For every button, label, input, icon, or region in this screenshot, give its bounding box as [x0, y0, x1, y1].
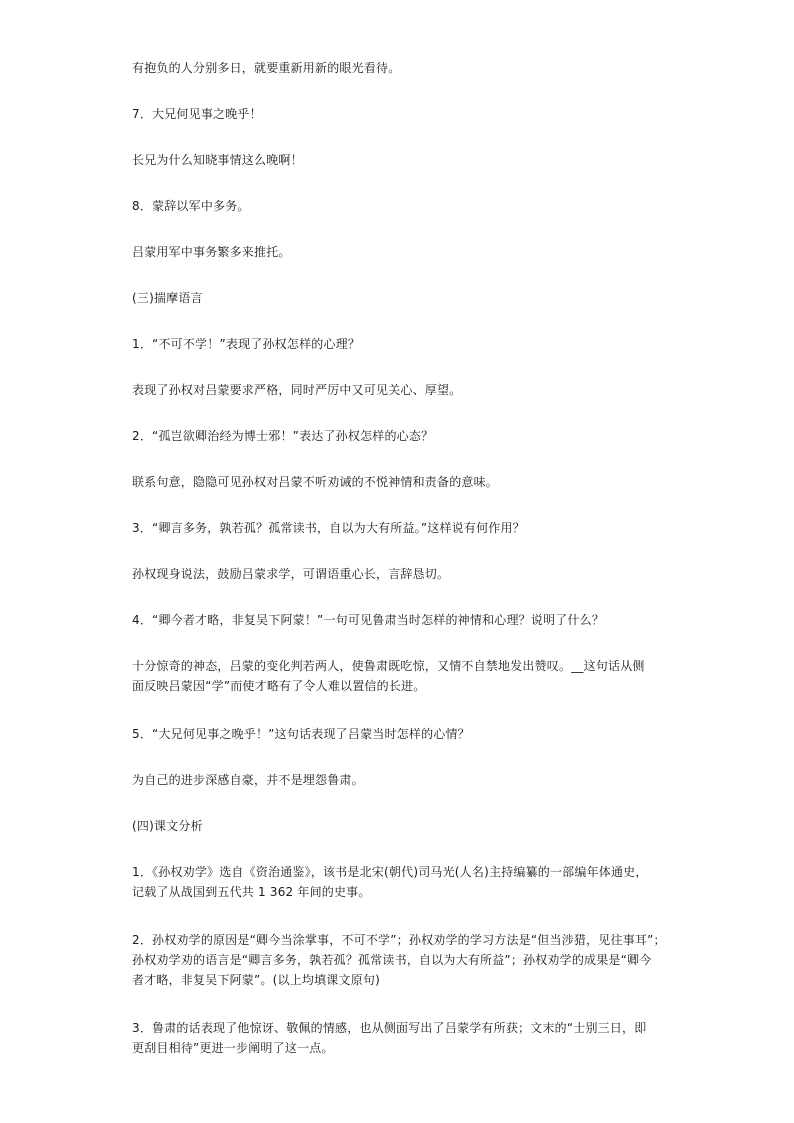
analysis-1 — [132, 862, 672, 902]
text-line: (四)课文分析 — [132, 819, 203, 833]
text-line: 2．孙权劝学的原因是“卿今当涂掌事，不可不学”；孙权劝学的学习方法是“但当涉猎，见往事耳”； — [132, 933, 666, 947]
text-line: 3．鲁肃的话表现了他惊讶、敬佩的情感，也从侧面写出了吕蒙学有所获；文末的“士别三日，即 — [132, 1021, 647, 1035]
answer-5 — [132, 770, 672, 790]
answer-2 — [132, 472, 672, 492]
section-heading-language — [132, 288, 672, 308]
text-line: 7．大兄何见事之晚乎！ — [132, 107, 262, 121]
question-3 — [132, 518, 672, 538]
paragraph-translation-8 — [132, 242, 672, 262]
analysis-2 — [132, 930, 672, 990]
text-line: 面反映吕蒙因“学”而使才略有了令人难以置信的长进。 — [132, 679, 426, 693]
question-5 — [132, 724, 672, 744]
text-line: 有抱负的人分别多日，就要重新用新的眼光看待。 — [132, 61, 401, 75]
text-line: 为自己的进步深感自豪，并不是埋怨鲁肃。 — [132, 773, 364, 787]
text-line: 吕蒙用军中事务繁多来推托。 — [132, 245, 291, 259]
text-line: 1．《孙权劝学》选自《资治通鉴》，该书是北宋(朝代)司马光(人名)主持编纂的一部编年体通史， — [132, 865, 648, 879]
question-2 — [132, 426, 672, 446]
text-line: 4．“卿今者才略，非复吴下阿蒙！”一句可见鲁肃当时怎样的神情和心理？说明了什么？ — [132, 613, 605, 627]
text-line: (三)揣摩语言 — [132, 291, 203, 305]
text-line: 3．“卿言多务，孰若孤？孤常读书，自以为大有所益。”这样说有何作用？ — [132, 521, 525, 535]
paragraph-translation-7 — [132, 150, 672, 170]
text-line: 表现了孙权对吕蒙要求严格，同时严厉中又可见关心、厚望。 — [132, 383, 462, 397]
section-heading-analysis — [132, 816, 672, 836]
text-line: 更刮目相待”更进一步阐明了这一点。 — [132, 1041, 334, 1055]
paragraph-sentence-8 — [132, 196, 672, 216]
question-1 — [132, 334, 672, 354]
text-line: 2．“孤岂欲卿治经为博士邪！”表达了孙权怎样的心态？ — [132, 429, 434, 443]
text-line: 孙权现身说法，鼓励吕蒙求学，可谓语重心长，言辞恳切。 — [132, 567, 450, 581]
text-line: 1．“不可不学！”表现了孙权怎样的心理？ — [132, 337, 361, 351]
analysis-3 — [132, 1018, 672, 1058]
paragraph-sentence-7 — [132, 104, 672, 124]
answer-4 — [132, 656, 672, 696]
text-line: 联系句意，隐隐可见孙权对吕蒙不听劝诫的不悦神情和责备的意味。 — [132, 475, 499, 489]
text-line: 十分惊奇的神态，吕蒙的变化判若两人，使鲁肃既吃惊，又情不自禁地发出赞叹。__这句话从侧 — [132, 659, 645, 673]
question-4 — [132, 610, 672, 630]
text-line: 孙权劝学劝的语言是“卿言多务，孰若孤？孤常读书，自以为大有所益”；孙权劝学的成果是“卿今 — [132, 953, 652, 967]
text-line: 8．蒙辞以军中多务。 — [132, 199, 250, 213]
text-line: 5．“大兄何见事之晚乎！”这句话表现了吕蒙当时怎样的心情？ — [132, 727, 470, 741]
answer-1 — [132, 380, 672, 400]
text-line: 长兄为什么知晓事情这么晚啊！ — [132, 153, 303, 167]
paragraph-translation-6 — [132, 58, 672, 78]
answer-3 — [132, 564, 672, 584]
text-line: 记载了从战国到五代共 1 362 年间的史事。 — [132, 885, 371, 899]
text-line: 者才略，非复吴下阿蒙”。(以上均填课文原句) — [132, 973, 380, 987]
